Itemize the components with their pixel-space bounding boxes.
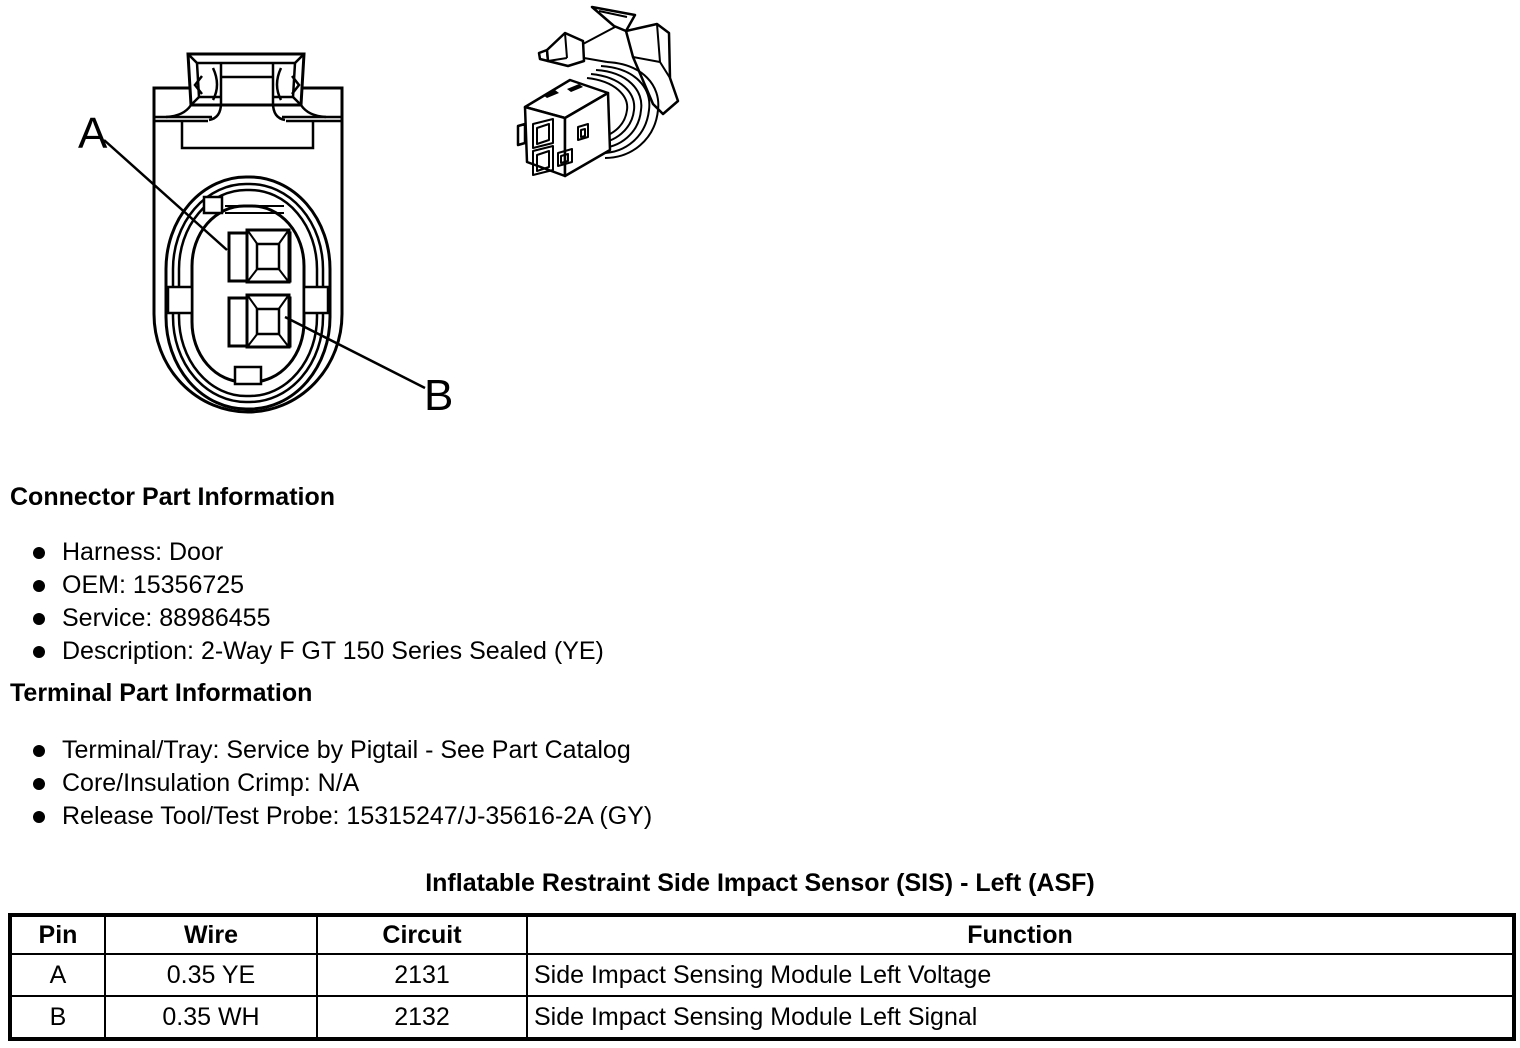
terminal-b <box>229 295 290 347</box>
spec-item-core-insulation-crimp: Core/Insulation Crimp: N/A <box>0 767 652 800</box>
front-block <box>518 80 610 176</box>
spec-item-service: Service: 88986455 <box>0 602 604 635</box>
cell-pin: A <box>10 954 105 996</box>
column-header-wire: Wire <box>105 915 317 954</box>
cell-function: Side Impact Sensing Module Left Voltage <box>527 954 1514 996</box>
spec-item-terminal-tray: Terminal/Tray: Service by Pigtail - See Part Catalog <box>0 734 652 767</box>
connector-part-info-list <box>0 536 604 668</box>
spec-item-oem: OEM: 15356725 <box>0 569 604 602</box>
column-header-circuit: Circuit <box>317 915 527 954</box>
cell-pin: B <box>10 996 105 1039</box>
column-header-pin: Pin <box>10 915 105 954</box>
column-header-function: Function <box>527 915 1514 954</box>
terminal-part-info-heading: Terminal Part Information <box>10 679 313 707</box>
terminal-a <box>229 230 290 282</box>
pin-a-label: A <box>78 109 108 158</box>
connector-perspective-view-diagram <box>515 0 690 190</box>
cell-wire: 0.35 WH <box>105 996 317 1039</box>
cell-circuit: 2131 <box>317 954 527 996</box>
terminal-part-info-list <box>0 734 652 833</box>
latch-arm <box>539 7 635 66</box>
table-header-row <box>10 915 1514 954</box>
cell-wire: 0.35 YE <box>105 954 317 996</box>
pin-row-b <box>10 996 1514 1039</box>
pin-b-label: B <box>424 371 454 420</box>
connector-part-info-heading: Connector Part Information <box>10 483 336 511</box>
cell-circuit: 2132 <box>317 996 527 1039</box>
pin-table-title: Inflatable Restraint Side Impact Sensor (SIS) - Left (ASF) <box>425 869 1095 897</box>
pin-function-table <box>8 913 1516 1041</box>
spec-item-description: Description: 2-Way F GT 150 Series Sealed (YE) <box>0 635 604 668</box>
spec-item-release-tool: Release Tool/Test Probe: 15315247/J-35616-2A (GY) <box>0 800 652 833</box>
pin-row-a <box>10 954 1514 996</box>
spec-item-harness: Harness: Door <box>0 536 604 569</box>
cell-function: Side Impact Sensing Module Left Signal <box>527 996 1514 1039</box>
connector-face-view-diagram <box>0 0 500 470</box>
